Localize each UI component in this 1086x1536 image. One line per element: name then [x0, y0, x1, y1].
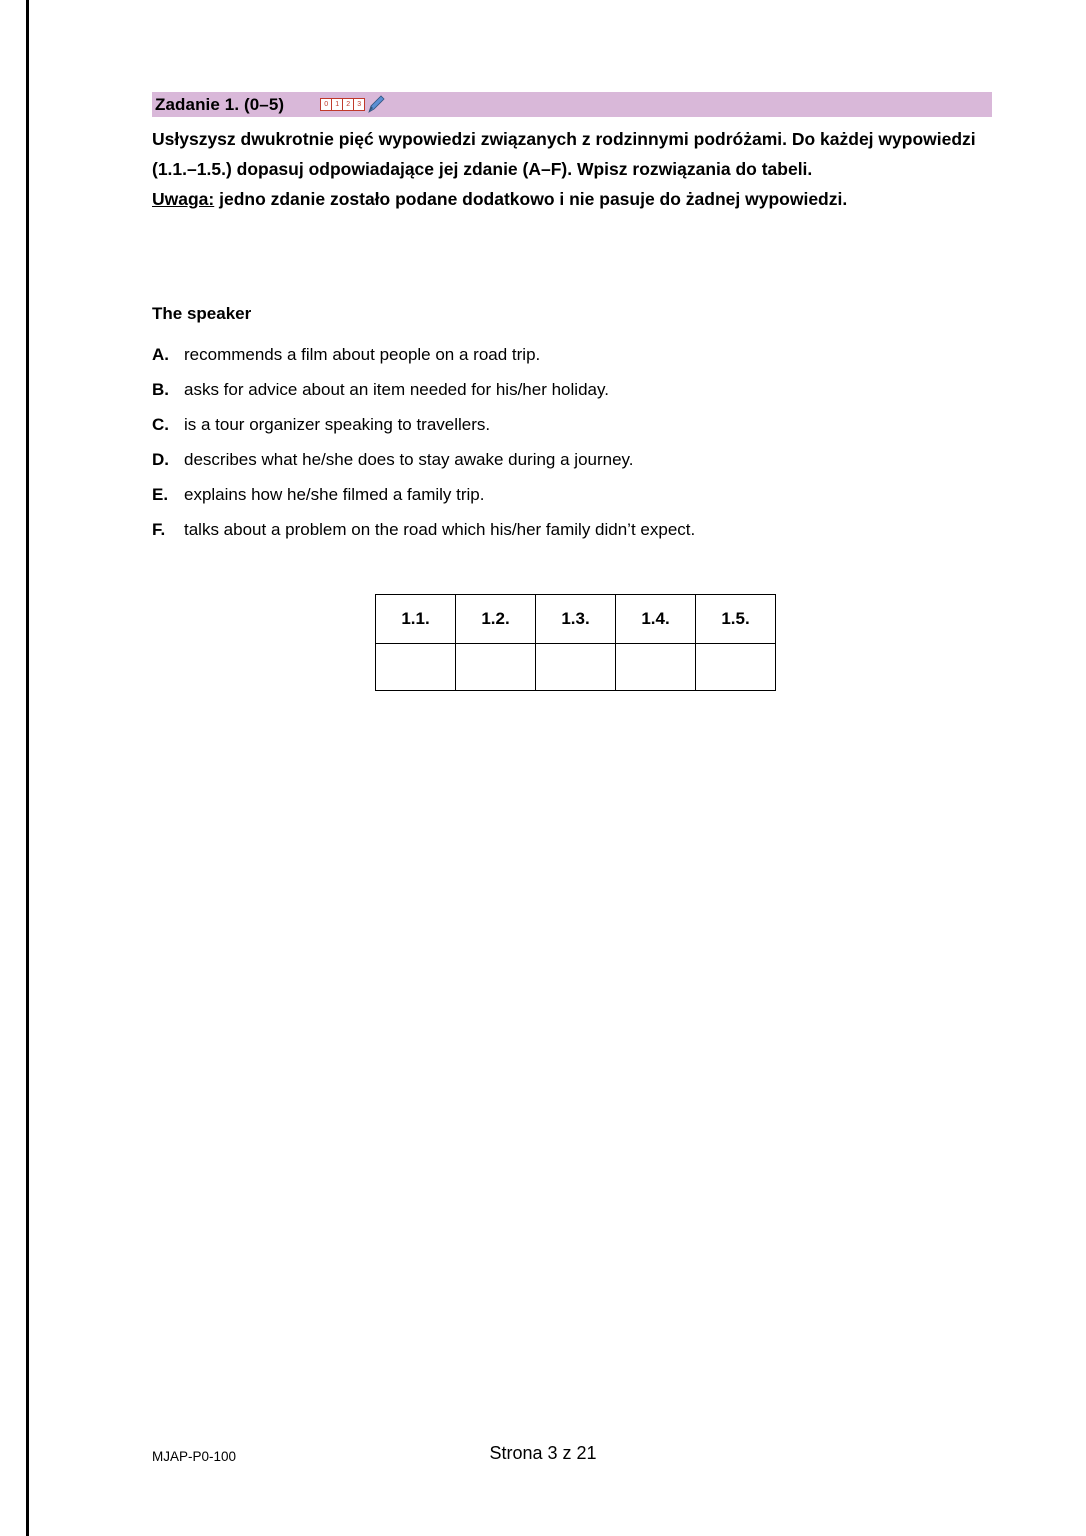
list-item [152, 519, 952, 541]
answer-cell-2[interactable] [456, 644, 536, 691]
option-text: describes what he/she does to stay awake during a journey. [184, 450, 634, 469]
points-box-2: 2 [343, 99, 354, 110]
option-text: recommends a film about people on a road trip. [184, 345, 541, 364]
note-text: jedno zdanie zostało podane dodatkowo i nie pasuje do żadnej wypowiedzi. [214, 189, 848, 209]
answer-table [375, 594, 776, 691]
option-letter: A. [152, 345, 169, 364]
option-text: talks about a problem on the road which his/her family didn’t expect. [184, 520, 696, 539]
answer-cell-5[interactable] [696, 644, 776, 691]
points-box-1: 1 [332, 99, 343, 110]
points-boxes [320, 98, 365, 111]
points-box-3: 3 [357, 101, 362, 108]
option-letter: F. [152, 520, 166, 539]
instruction-text: Usłyszysz dwukrotnie pięć wypowiedzi związanych z rodzinnymi podróżami. Do każdej wypowiedzi (1.1.–1.5.) dopasuj odpowiadające jej zdanie (A–F). Wpisz rozwiązania do tabeli. [152, 129, 976, 179]
page-left-rule [26, 0, 29, 1536]
options-list [152, 344, 952, 554]
list-item [152, 414, 952, 436]
option-text: is a tour organizer speaking to travellers. [184, 415, 491, 434]
list-item [152, 379, 952, 401]
list-item [152, 484, 952, 506]
footer-page-number: Strona 3 z 21 [489, 1443, 597, 1463]
pen-icon [366, 95, 386, 115]
option-letter: C. [152, 415, 169, 434]
table-header-cell: 1.2. [456, 595, 536, 644]
task-title: Zadanie 1. (0–5) [155, 94, 285, 114]
option-letter: D. [152, 450, 169, 469]
list-item [152, 344, 952, 366]
table-row-headers [376, 595, 776, 644]
table-header-cell: 1.4. [616, 595, 696, 644]
option-letter: B. [152, 380, 169, 399]
list-item [152, 449, 952, 471]
table-header-cell: 1.1. [376, 595, 456, 644]
points-icon [320, 95, 386, 115]
table-header-cell: 1.5. [696, 595, 776, 644]
points-box-0: 0 [321, 99, 332, 110]
table-header-cell: 1.3. [536, 595, 616, 644]
task-header-bar [152, 92, 992, 117]
option-text: explains how he/she filmed a family trip. [184, 485, 485, 504]
speaker-heading: The speaker [152, 304, 252, 323]
table-row [376, 644, 776, 691]
footer-document-code: MJAP-P0-100 [152, 1449, 237, 1464]
answer-cell-3[interactable] [536, 644, 616, 691]
option-letter: E. [152, 485, 169, 504]
task-instructions [152, 124, 990, 214]
note-label: Uwaga: [152, 189, 215, 209]
option-text: asks for advice about an item needed for his/her holiday. [184, 380, 609, 399]
answer-cell-1[interactable] [376, 644, 456, 691]
answer-cell-4[interactable] [616, 644, 696, 691]
